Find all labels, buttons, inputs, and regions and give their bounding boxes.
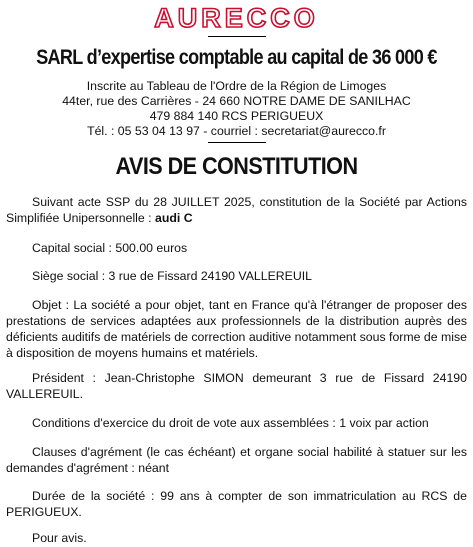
firm-headline: SARL d’expertise comptable au capital de 36 000 € [36, 46, 437, 69]
intro-text: Suivant acte SSP du 28 JUILLET 2025, constitution de la Société par Actions Simplifiée Unipersonnelle : [6, 195, 467, 225]
notice-title: AVIS DE CONSTITUTION [115, 153, 358, 180]
president-paragraph: Président : Jean-Christophe SIMON demeurant 3 rue de Fissard 24190 VALLEREUIL. [6, 371, 467, 401]
company-name: audi C [155, 211, 193, 225]
firm-registration: Inscrite au Tableau de l'Ordre de la Région de Limoges [86, 79, 387, 93]
firm-address: 44ter, rue des Carrières - 24 660 NOTRE DAME DE SANILHAC [62, 94, 411, 108]
firm-contact: Tél. : 05 53 04 13 97 - courriel : secretariat@aurecco.fr [87, 124, 386, 138]
closing-paragraph: Pour avis. [32, 531, 87, 545]
conditions-paragraph: Conditions d'exercice du droit de vote aux assemblées : 1 voix par action [32, 416, 429, 430]
middle-divider [208, 142, 266, 143]
intro-paragraph [6, 194, 467, 226]
capital-paragraph: Capital social : 500.00 euros [32, 241, 188, 255]
firm-rcs: 479 884 140 RCS PERIGUEUX [149, 109, 324, 123]
clauses-paragraph: Clauses d'agrément (le cas échéant) et organe social habilité à statuer sur les demandes d'agrément : néant [6, 445, 467, 475]
siege-paragraph: Siège social : 3 rue de Fissard 24190 VALLEREUIL [32, 269, 313, 283]
objet-paragraph: Objet : La société a pour objet, tant en France qu'à l'étranger de proposer des prestations de services adaptées aux professionnels de la distribution auprès des déficients auditifs de matériels de correction auditive notamment sous forme de mise à disposition de moyens humains et matériels. [6, 298, 467, 360]
top-divider [208, 36, 266, 37]
company-logo: AURECCO [154, 3, 319, 33]
duree-paragraph: Durée de la société : 99 ans à compter de son immatriculation au RCS de PERIGUEUX. [6, 489, 467, 519]
